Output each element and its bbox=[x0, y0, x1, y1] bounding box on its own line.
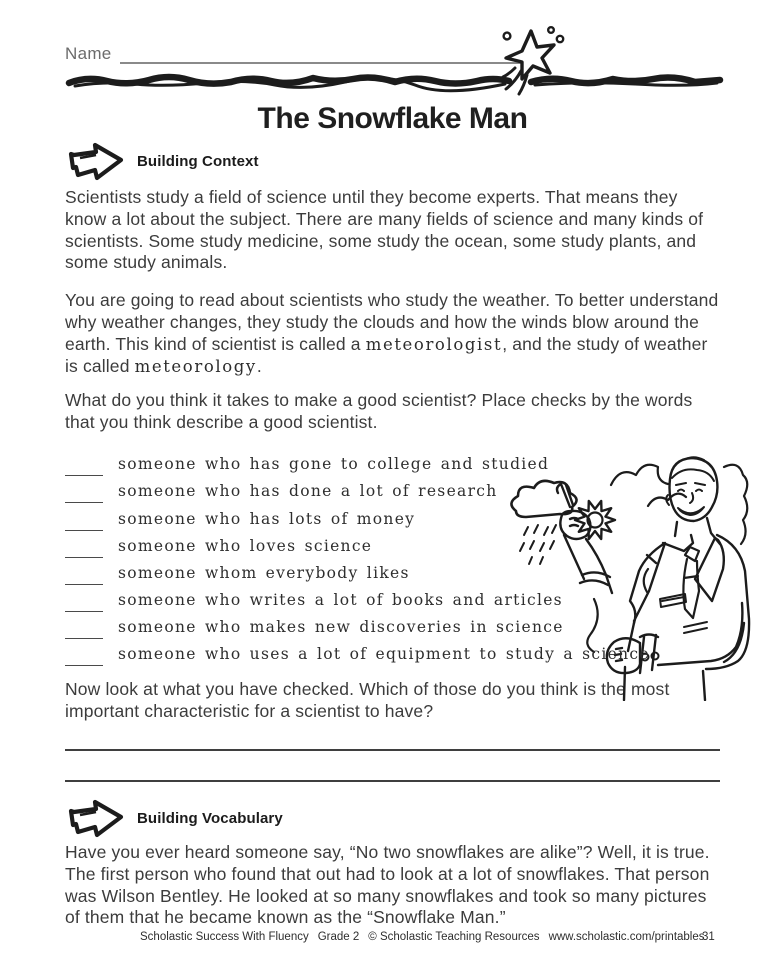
context-paragraph-1: Scientists study a field of science until they become experts. That means they know a lot about the subject. There are many fields of science and many kinds of scientists. Some study medicine, some study the ocean, some study plants, and some study animals. bbox=[65, 187, 704, 273]
paragraph-text: You are going to read about scientists who study the weather. To better understand why weather changes, they study the clouds and how the winds blow around the earth. This kind of scientist is called a bbox=[65, 290, 719, 354]
writing-line[interactable] bbox=[65, 780, 720, 782]
footer-grade: Grade 2 bbox=[317, 931, 360, 943]
context-followup: Now look at what you have checked. Which of those do you think is the most important characteristic for a scientist to have? bbox=[65, 679, 670, 722]
checklist-row bbox=[65, 531, 720, 558]
paragraph-text: . bbox=[256, 355, 262, 376]
checklist-item-label: someone who has done a lot of research bbox=[118, 482, 498, 501]
footer-url: www.scholastic.com/printables bbox=[548, 931, 705, 943]
checklist-row bbox=[65, 612, 720, 639]
check-blank[interactable] bbox=[65, 570, 103, 585]
name-blank-line[interactable] bbox=[120, 44, 525, 64]
writing-line[interactable] bbox=[65, 749, 720, 751]
checklist-item-label: someone who has lots of money bbox=[118, 509, 416, 528]
checklist-row bbox=[65, 503, 720, 530]
checklist-item-label: someone who loves science bbox=[118, 536, 373, 555]
checklist-row bbox=[65, 639, 720, 666]
page-number: 31 bbox=[702, 931, 715, 943]
context-question: What do you think it takes to make a good scientist? Place checks by the words that you think describe a good scientist. bbox=[65, 390, 693, 433]
check-blank[interactable] bbox=[65, 624, 103, 639]
checklist-row bbox=[65, 558, 720, 585]
checklist-section bbox=[65, 449, 720, 667]
checklist-row bbox=[65, 449, 720, 476]
check-blank[interactable] bbox=[65, 488, 103, 503]
checklist-item-label: someone who writes a lot of books and articles bbox=[118, 591, 563, 610]
shooting-star-icon bbox=[491, 24, 569, 98]
checklist-item-label: someone who has gone to college and studied bbox=[118, 455, 550, 474]
name-row bbox=[65, 40, 720, 64]
check-blank[interactable] bbox=[65, 516, 103, 531]
header-divider bbox=[65, 68, 720, 94]
check-blank[interactable] bbox=[65, 543, 103, 558]
name-label: Name bbox=[65, 44, 112, 63]
checklist-item-label: someone who makes new discoveries in science bbox=[118, 618, 564, 637]
section-label: Building Vocabulary bbox=[137, 809, 283, 827]
arrow-right-icon bbox=[65, 139, 127, 183]
wavy-rule bbox=[65, 68, 725, 94]
section-label: Building Context bbox=[137, 152, 259, 170]
arrow-right-icon bbox=[65, 796, 127, 840]
checklist-item-label: someone whom everybody likes bbox=[118, 563, 410, 582]
term-meteorology: meteorology bbox=[134, 356, 257, 376]
section-building-context bbox=[65, 140, 720, 182]
footer-copyright: © Scholastic Teaching Resources bbox=[368, 931, 540, 943]
checklist-row bbox=[65, 585, 720, 612]
page-title: The Snowflake Man bbox=[257, 102, 528, 135]
term-meteorologist: meteorologist bbox=[365, 334, 503, 354]
checklist-item-label: someone who uses a lot of equipment to study a science bbox=[118, 645, 650, 664]
paragraph-text: , and the study of weather is called bbox=[65, 333, 708, 376]
section-building-vocabulary bbox=[65, 797, 720, 839]
context-paragraph-2 bbox=[65, 290, 720, 377]
check-blank[interactable] bbox=[65, 651, 103, 666]
footer-series: Scholastic Success With Fluency bbox=[140, 931, 309, 943]
check-blank[interactable] bbox=[65, 597, 103, 612]
vocabulary-paragraph: Have you ever heard someone say, “No two snowflakes are alike”? Well, it is true. The first person who found that out had to look at a lot of snowflakes. That person was Wilson Bentley. He looked at so many snowflakes and took so many pictures of them that he became known as the “Snowflake Man.” bbox=[65, 842, 710, 928]
checklist-row bbox=[65, 476, 720, 503]
footer-credit bbox=[140, 931, 714, 943]
check-blank[interactable] bbox=[65, 461, 103, 476]
